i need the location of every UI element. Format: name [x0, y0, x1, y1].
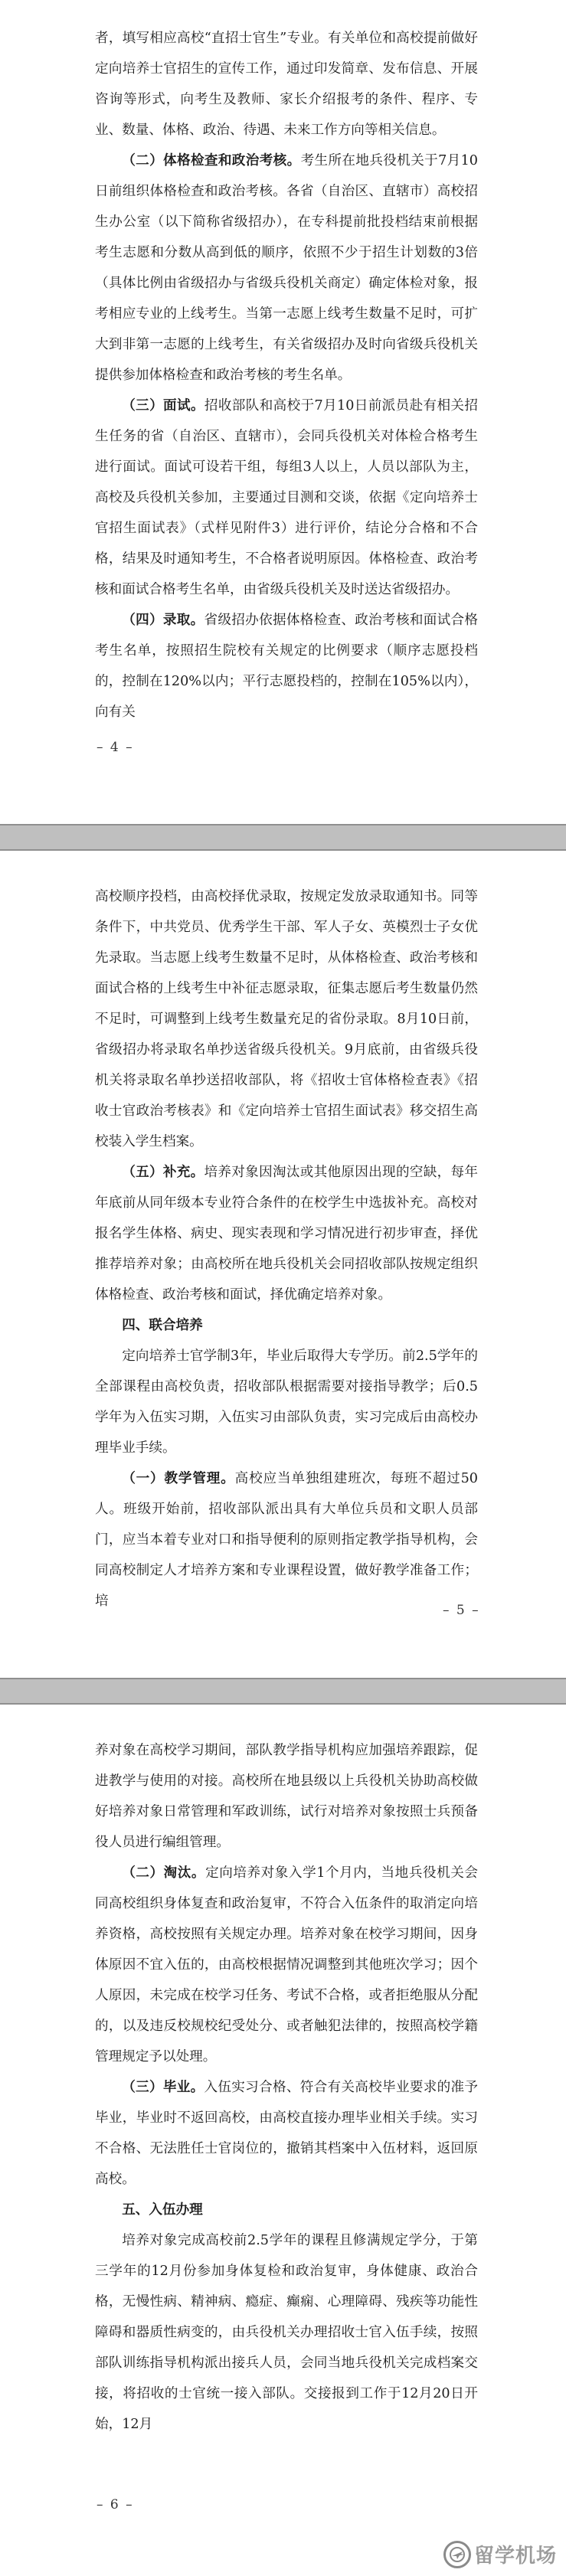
paragraph: （二）体格检查和政治考核。考生所在地兵役机关于7月10日前组织体格检查和政治考核。各省（自治区、直辖市）高校招生办公室（以下简称省级招办），在专科提前批投档结束前根据考生志愿和分数从高到低的顺序，依照不少于招生计划数的3倍（具体比例由省级招办与省级兵役机关商定）确定体检对象，报考相应专业的上线考生。当第一志愿上线考生数量不足时，可扩大到非第一志愿的上线考生，有关省级招办及时向省级兵役机关提供参加体格检查和政治考核的考生名单。: [95, 152, 478, 383]
page-6-body: [95, 1735, 478, 2440]
document-page-4: [0, 0, 566, 824]
page-separator: [0, 824, 566, 851]
paragraph: 定向培养士官学制3年，毕业后取得大专学历。前2.5学年的全部课程由高校负责，招收部队根据需要对接指导教学；后0.5学年为入伍实习期，入伍实习由部队负责，实习完成后由高校办理毕业手续。: [95, 1348, 478, 1456]
paragraph: （四）录取。省级招办依据体格检查、政治考核和面试合格考生名单，按照招生院校有关规定的比例要求（顺序志愿投档的，控制在120%以内；平行志愿投档的，控制在105%以内），向有关: [95, 612, 478, 720]
page-number: – 5 –: [443, 1603, 480, 1618]
paragraph: （三）毕业。入伍实习合格、符合有关高校毕业要求的准予毕业，毕业时不返回高校，由高校直接办理毕业相关手续。实习不合格、无法胜任士官岗位的，撤销其档案中入伍材料，返回原高校。: [95, 2079, 478, 2187]
paragraph: （三）面试。招收部队和高校于7月10日前派员赴有相关招生任务的省（自治区、直辖市），会同兵役机关对体检合格考生进行面试。面试可设若干组，每组3人以上，人员以部队为主，高校及兵役机关参加，主要通过目测和交谈，依据《定向培养士官招生面试表》（式样见附件3）进行评价，结论分合格和不合格，结果及时通知考生，不合格者说明原因。体格检查、政治考核和面试合格考生名单，由省级兵役机关及时送达省级招办。: [95, 397, 478, 597]
paragraph: 养对象在高校学习期间，部队教学指导机构应加强培养跟踪，促进教学与使用的对接。高校所在地县级以上兵役机关协助高校做好培养对象日常管理和军政训练，试行对培养对象按照士兵预备役人员进行编组管理。: [95, 1743, 478, 1850]
paragraph: （五）补充。培养对象因淘汰或其他原因出现的空缺，每年年底前从同年级本专业符合条件的在校学生中选拔补充。高校对报名学生体格、病史、现实表现和学习情况进行初步审查，择优推荐培养对象；由高校所在地兵役机关会同招收部队按规定组织体格检查、政治考核和面试，择优确定培养对象。: [95, 1164, 478, 1303]
paragraph: 培养对象完成高校前2.5学年的课程且修满规定学分，于第三学年的12月份参加身体复检和政治复审，身体健康、政治合格，无慢性病、精神病、瘾症、癫痫、心理障碍、残疾等功能性障碍和器质性病变的，由兵役机关办理招收士官入伍手续，按照部队训练指导机构派出接兵人员，会同当地兵役机关完成档案交接，将招收的士官统一接入部队。交接报到工作于12月20日开始，12月: [95, 2233, 478, 2432]
paragraph: （二）淘汰。定向培养对象入学1个月内，当地兵役机关会同高校组织身体复查和政治复审，不符合入伍条件的取消定向培养资格，高校按照有关规定办理。培养对象在校学习期间，因身体原因不宜入伍的，由高校根据情况调整到其他班次学习；因个人原因，未完成在校学习任务、考试不合格，或者拒绝服从分配的，以及违反校规校纪受处分、或者触犯法律的，按照高校学籍管理规定予以处理。: [95, 1865, 478, 2064]
document-page-5: [0, 851, 566, 1678]
globe-plane-icon: [443, 2541, 471, 2568]
watermark-text: 留学机场: [473, 2545, 557, 2568]
watermark: [443, 2540, 557, 2568]
paragraph: 高校顺序投档，由高校择优录取，按规定发放录取通知书。同等条件下，中共党员、优秀学生干部、军人子女、英模烈士子女优先录取。当志愿上线考生数量不足时，从体格检查、政治考核和面试合格的上线考生中补征志愿录取，征集志愿后考生数量仍然不足时，可调整到上线考生数量充足的省份录取。8月10日前，省级招办将录取名单抄送省级兵役机关。9月底前，由省级兵役机关将录取名单抄送招收部队，将《招收士官体格检查表》《招收士官政治考核表》和《定向培养士官招生面试表》移交招生高校装入学生档案。: [95, 889, 478, 1149]
document-page-6: [0, 1705, 566, 2576]
page-number: – 6 –: [97, 2497, 134, 2512]
page-4-body: [95, 23, 478, 727]
paragraph: 者，填写相应高校“直招士官生”专业。有关单位和高校提前做好定向培养士官招生的宣传工作，通过印发简章、发布信息、开展咨询等形式，向考生及教师、家长介绍报考的条件、程序、专业、数量、体格、政治、待遇、未来工作方向等相关信息。: [95, 31, 478, 138]
page-separator: [0, 1678, 566, 1705]
page-number: – 4 –: [97, 740, 134, 755]
section-heading: 四、联合培养: [122, 1317, 203, 1333]
section-heading: 五、入伍办理: [122, 2202, 203, 2218]
paragraph: （一）教学管理。高校应当单独组建班次，每班不超过50人。班级开始前，招收部队派出具有大单位兵员和文职人员部门，应当本着专业对口和指导便利的原则指定教学指导机构，会同高校制定人才培养方案和专业课程设置，做好教学准备工作；培: [95, 1470, 478, 1609]
page-5-body: [95, 881, 478, 1617]
